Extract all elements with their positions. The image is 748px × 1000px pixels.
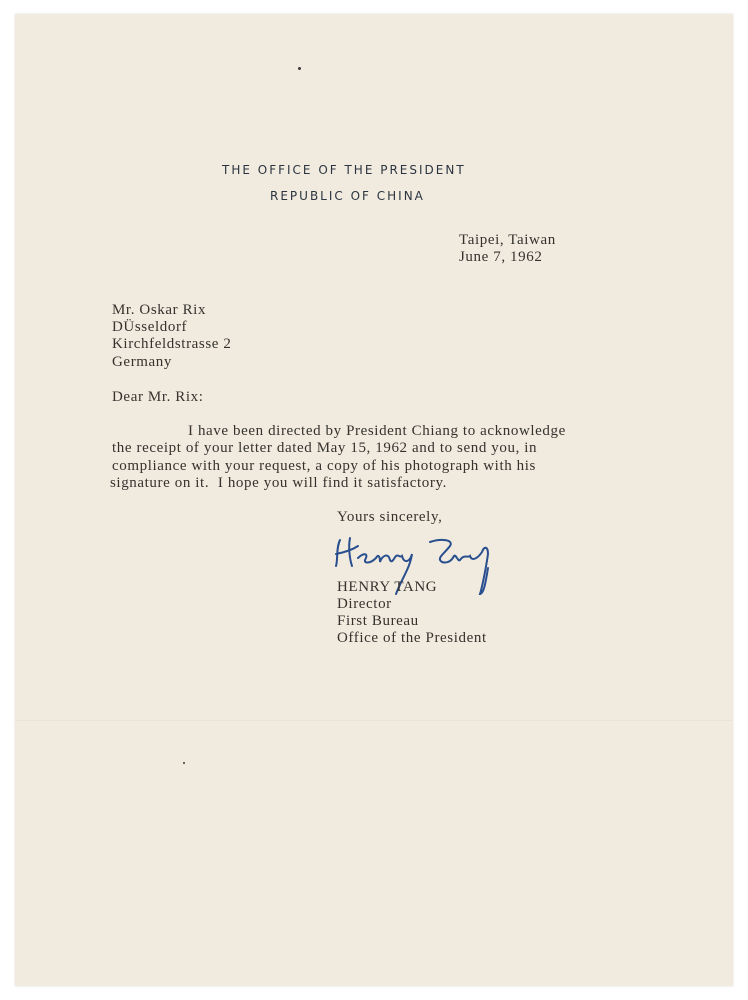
salutation: Dear Mr. Rix: xyxy=(112,389,204,405)
fold-line xyxy=(15,720,733,721)
date: June 7, 1962 xyxy=(459,249,543,265)
recipient-street: Kirchfeldstrasse 2 xyxy=(112,336,232,352)
place: Taipei, Taiwan xyxy=(459,232,556,248)
signer-title: Director xyxy=(337,596,392,612)
closing: Yours sincerely, xyxy=(337,509,443,525)
letterhead-title: THE OFFICE OF THE PRESIDENT xyxy=(222,163,466,177)
signer-office: Office of the President xyxy=(337,630,487,646)
recipient-city: DÜsseldorf xyxy=(112,319,188,335)
body-line: signature on it. I hope you will find it satisfactory. xyxy=(110,475,447,491)
recipient-name: Mr. Oskar Rix xyxy=(112,302,207,318)
letter-paper xyxy=(15,14,733,986)
body-line: compliance with your request, a copy of his photograph with his xyxy=(112,458,536,474)
paper-speck xyxy=(298,67,301,70)
body-line: the receipt of your letter dated May 15, 1962 and to send you, in xyxy=(112,440,538,456)
recipient-country: Germany xyxy=(112,354,173,370)
body-line: I have been directed by President Chiang to acknowledge xyxy=(188,423,566,439)
signer-bureau: First Bureau xyxy=(337,613,419,629)
signer-name: HENRY TANG xyxy=(337,579,438,595)
paper-speck xyxy=(183,762,185,764)
letterhead-subtitle: REPUBLIC OF CHINA xyxy=(270,189,425,203)
